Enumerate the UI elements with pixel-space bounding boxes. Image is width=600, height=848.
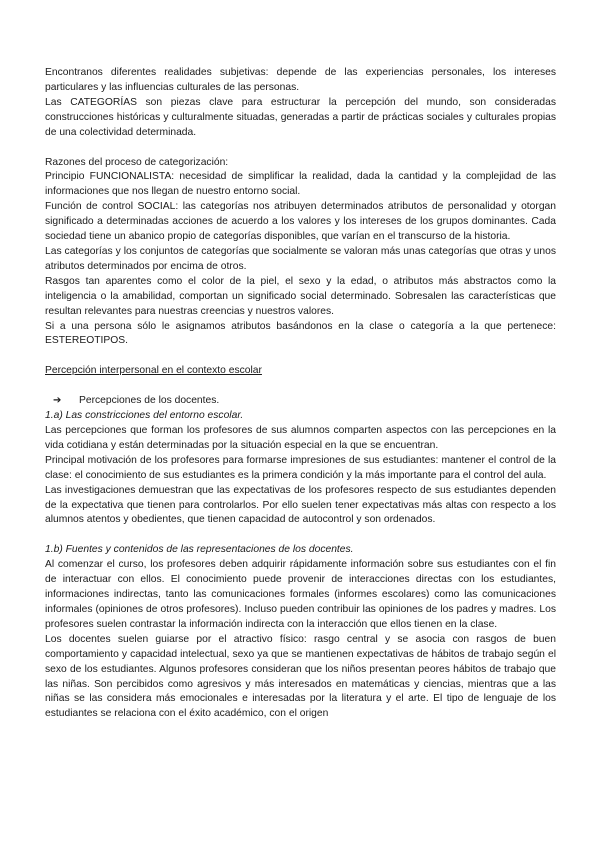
subsection-a-paragraph-1: Las percepciones que forman los profesores de sus alumnos comparten aspectos con las percepciones en la vida cotidiana y están determinadas por la situación especial en la que se encuentran. bbox=[45, 425, 556, 451]
reason-social-control: Función de control SOCIAL: las categorías nos atribuyen determinados atributos de personalidad y otorgan significado a determinadas acciones de acuerdo a los valores y los intereses de los grupos dominantes. Cada sociedad tiene un abanico propio de categorías disponibles, que varían en el transcurso de la historia. bbox=[45, 201, 556, 243]
reasons-paragraph-traits: Rasgos tan aparentes como el color de la piel, el sexo y la edad, o atributos más abstractos como la inteligencia o la amabilidad, comportan un significado social determinado. Sobresalen las características que resultan relevantes para nuestras creencias y nuestros valores. bbox=[45, 275, 556, 317]
document-page bbox=[45, 66, 556, 722]
reasons-heading: Razones del proceso de categorización: bbox=[45, 156, 229, 168]
spacer bbox=[45, 379, 556, 394]
intro-paragraph-2: Las CATEGORÍAS son piezas clave para estructurar la percepción del mundo, son consideradas construcciones históricas y culturalmente situadas, generadas a partir de prácticas sociales y culturales propias de una colectividad determinada. bbox=[45, 96, 556, 138]
reasons-paragraph-valued-categories: Las categorías y los conjuntos de categorías que socialmente se valoran más unas categorías que otras y unos atributos determinados por encima de otros. bbox=[45, 245, 556, 272]
intro-paragraph-1: Encontranos diferentes realidades subjetivas: depende de las experiencias personales, los intereses particulares y las influencias culturales de las personas. bbox=[45, 67, 556, 93]
reasons-paragraph-stereotypes: Si a una persona sólo le asignamos atributos basándonos en la clase o categoría a la que pertenece: ESTEREOTIPOS. bbox=[45, 320, 556, 347]
subsection-b-paragraph-1: Al comenzar el curso, los profesores deben adquirir rápidamente información sobre sus estudiantes con el fin de interactuar con ellos. El conocimiento puede provenir de interacciones directas con los estudiantes, informaciones indirectas, tanto las comunicaciones formales (informes escolares) como las comunicaciones informales (opiniones de otros profesores). Incluso pueden contribuir las opiniones de los padres y madres. Los profesores suelen contrastar la información indirecta con la interacción que ellos tienen en la clase. bbox=[45, 559, 556, 630]
spacer bbox=[45, 349, 556, 364]
subsection-a-paragraph-3: Las investigaciones demuestran que las expectativas de los profesores respecto de sus estudiantes dependen de la expectativa que tienen para controlarlos. Por ello suelen tener expectativas más altas con respecto a los alumnos atentos y obedientes, que tienen capacidad de autocontrol y son ordenados. bbox=[45, 484, 556, 526]
arrow-right-icon: ➔ bbox=[53, 395, 62, 407]
subsection-a-title: 1.a) Las constricciones del entorno escolar. bbox=[45, 410, 244, 422]
subsection-b-paragraph-2: Los docentes suelen guiarse por el atractivo físico: rasgo central y se asocia con rasgos de buen comportamiento y capacidad intelectual, sexo ya que se mantienen expectativas de hábitos de trabajo según el sexo de los estudiantes. Algunos profesores consideran que los niños presentan peores hábitos de trabajo que las niñas. Son percibidos como agresivos y más interesados en matemáticas y ciencias, mientras que a las niñas se las considera más emocionales e interesadas por la literatura y el arte. El tipo de lenguaje de los estudiantes se relaciona con el éxito académico, con el origen bbox=[45, 633, 556, 720]
spacer bbox=[45, 528, 556, 543]
spacer bbox=[45, 141, 556, 156]
bullet-text: Percepciones de los docentes. bbox=[79, 395, 220, 407]
section-heading: Percepción interpersonal en el contexto escolar bbox=[45, 365, 262, 377]
bullet-item bbox=[45, 394, 556, 409]
reason-functionalist: Principio FUNCIONALISTA: necesidad de simplificar la realidad, dada la cantidad y la complejidad de las informaciones que nos llegan de nuestro entorno social. bbox=[45, 171, 556, 198]
subsection-b-title: 1.b) Fuentes y contenidos de las representaciones de los docentes. bbox=[45, 544, 354, 556]
subsection-a-paragraph-2: Principal motivación de los profesores para formarse impresiones de sus estudiantes: mantener el control de la clase: el conocimiento de sus estudiantes es la primera condición y la más importante para el control del aula. bbox=[45, 454, 556, 481]
